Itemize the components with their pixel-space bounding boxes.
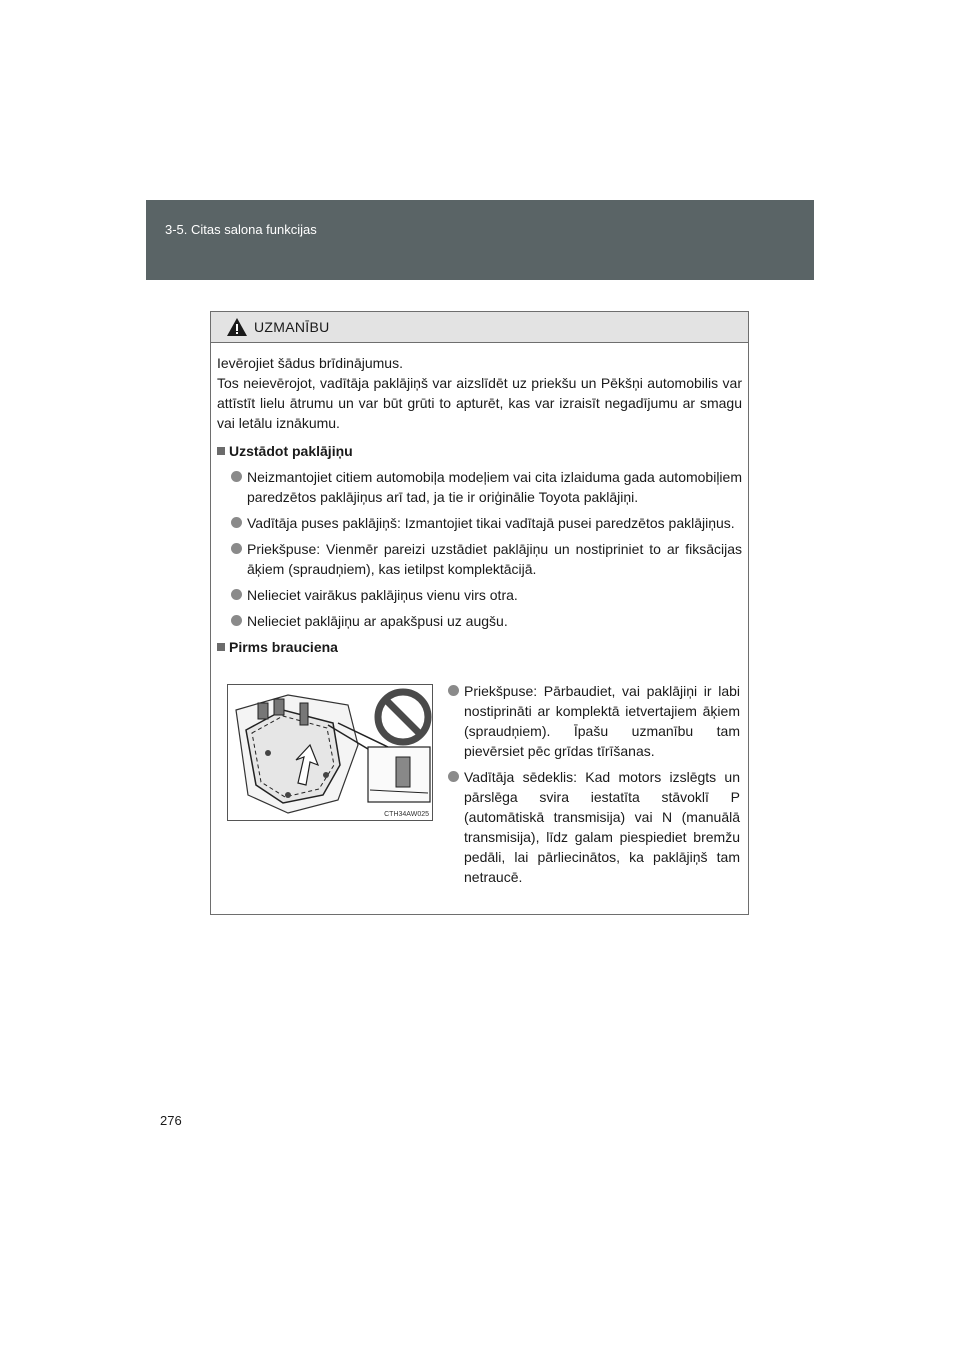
square-bullet-icon <box>217 643 225 651</box>
bullet-dot-icon <box>231 589 242 600</box>
section-title: 3-5. Citas salona funkcijas <box>165 222 317 237</box>
caution-title: UZMANĪBU <box>254 319 330 335</box>
section-heading-before-driving <box>217 637 742 657</box>
warning-triangle-icon <box>226 317 248 337</box>
caution-header <box>211 312 748 343</box>
bullet-dot-icon <box>231 517 242 528</box>
section-heading-text: Pirms brauciena <box>229 639 338 655</box>
bullet-dot-icon <box>448 685 459 696</box>
figure-code: CTH34AW025 <box>384 811 429 818</box>
floor-mat-drawing <box>228 685 432 820</box>
square-bullet-icon <box>217 447 225 455</box>
section-heading-install <box>217 441 742 461</box>
list-item: Priekšpuse: Pārbaudiet, vai paklājiņi ir labi nostiprināti ar komplektā ietvertajiem āķiem (spraudņiem). Īpašu uzmanību tam pievērsiet pēc grīdas tīrīšanas. <box>448 681 740 761</box>
page-number: 276 <box>160 1113 182 1128</box>
bullet-dot-icon <box>231 615 242 626</box>
list-item: Vadītāja puses paklājiņš: Izmantojiet tikai vadītajā pusei paredzētos paklājiņus. <box>231 513 742 533</box>
list-item: Neizmantojiet citiem automobiļa modeļiem vai cita izlaiduma gada automobiļiem paredzētos paklājiņus arī tad, ja tie ir oriģinālie Toyota paklājiņi. <box>231 467 742 507</box>
bullet-dot-icon <box>448 771 459 782</box>
floor-mat-illustration <box>227 684 433 821</box>
intro-line-2: Tos neievērojot, vadītāja paklājiņš var aizslīdēt uz priekšu un Pēkšņi automobilis var attīstīt lielu ātrumu un var būt grūti to apturēt, kas var izraisīt negadījumu ar smagu vai letālu iznākumu. <box>217 375 742 431</box>
section-header-bar <box>146 200 814 280</box>
intro-line-1: Ievērojiet šādus brīdinājumus. <box>217 355 403 371</box>
list-item: Nelieciet paklājiņu ar apakšpusi uz augšu. <box>231 611 742 631</box>
list-item: Nelieciet vairākus paklājiņus vienu virs otra. <box>231 585 742 605</box>
list-item: Vadītāja sēdeklis: Kad motors izslēgts un pārslēga svira iestatīta stāvoklī P (automātiskā transmisija) vai N (manuālā transmisija), līdz galam piespiediet bremžu pedāli, lai pārliecinātos, ka paklājiņš tam netraucē. <box>448 767 740 887</box>
right-column <box>448 681 740 887</box>
list-item: Priekšpuse: Vienmēr pareizi uzstādiet paklājiņu un nostipriniet to ar fiksācijas āķiem (spraudņiem), kas ietilpst komplektācijā. <box>231 539 742 579</box>
bullet-dot-icon <box>231 471 242 482</box>
bullet-dot-icon <box>231 543 242 554</box>
section-heading-text: Uzstādot paklājiņu <box>229 443 353 459</box>
